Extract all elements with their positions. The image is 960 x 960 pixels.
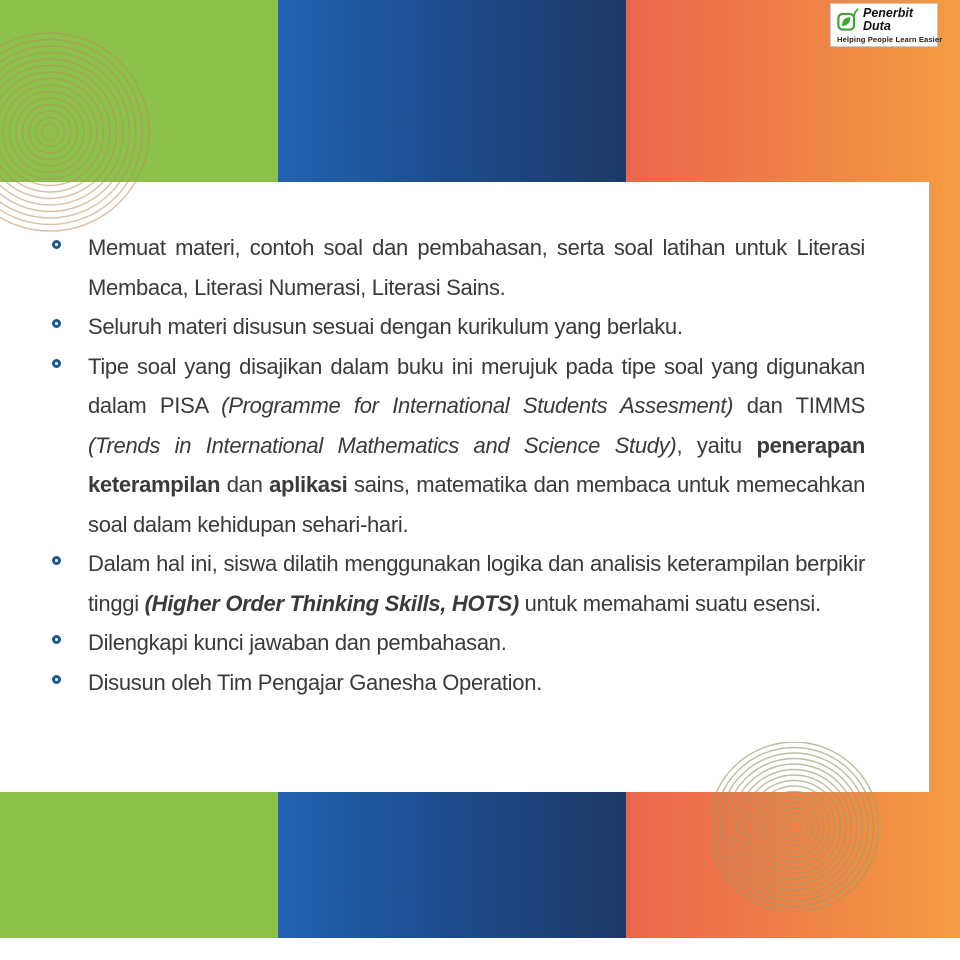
leaf-book-icon — [837, 7, 859, 32]
publisher-logo — [830, 3, 943, 47]
text-segment: sains, matematika dan membaca untuk memecahkan soal dalam kehidupan sehari-hari. — [88, 472, 866, 537]
text-segment: dan TIMMS — [733, 393, 865, 418]
bullet-ring-icon — [52, 359, 61, 368]
text-segment: penerapan keterampilan — [88, 432, 865, 497]
bullet-ring-icon — [52, 635, 61, 644]
list-item — [88, 347, 865, 545]
text-segment: Dalam hal ini, siswa dilatih menggunakan logika dan analisis keterampilan berpikir tinggi — [88, 551, 865, 616]
publisher-name-line1: Penerbit — [863, 6, 914, 20]
text-segment: Disusun oleh Tim Pengajar Ganesha Operation. — [88, 669, 542, 695]
text-segment: aplikasi — [269, 472, 348, 497]
text-segment: , yaitu — [676, 432, 757, 458]
bullet-ring-icon — [52, 556, 61, 565]
text-segment: Memuat materi, contoh soal dan pembahasan, serta soal latihan untuk Literasi Membaca, Literasi Numerasi, Literasi Sains. — [88, 235, 865, 300]
publisher-name-line2: Duta — [863, 18, 891, 33]
list-item — [88, 623, 865, 663]
bullet-list — [0, 182, 929, 702]
list-item — [88, 307, 865, 347]
text-segment: dan — [220, 472, 270, 497]
text-segment: untuk memahami suatu esensi. — [518, 590, 821, 616]
list-item — [88, 663, 865, 703]
text-segment: (Trends in International Mathematics and Science Study) — [88, 432, 677, 458]
text-segment: Seluruh materi disusun sesuai dengan kurikulum yang berlaku. — [88, 314, 683, 339]
publisher-logo-top — [837, 7, 933, 32]
bullet-ring-icon — [52, 319, 61, 328]
publisher-tagline: Helping People Learn Easier — [837, 35, 943, 44]
content-card — [0, 182, 929, 792]
text-segment: (Programme for International Students Assesment) — [221, 393, 734, 418]
bullet-ring-icon — [52, 240, 61, 249]
bullet-ring-icon — [52, 675, 61, 684]
list-item — [88, 228, 865, 307]
publisher-name — [863, 7, 913, 32]
text-segment: Dilengkapi kunci jawaban dan pembahasan. — [88, 630, 507, 655]
text-segment: Tipe soal yang disajikan dalam buku ini merujuk pada tipe soal yang digunakan dalam PISA — [88, 353, 865, 418]
list-item — [88, 544, 865, 623]
text-segment: (Higher Order Thinking Skills, HOTS) — [144, 590, 519, 616]
